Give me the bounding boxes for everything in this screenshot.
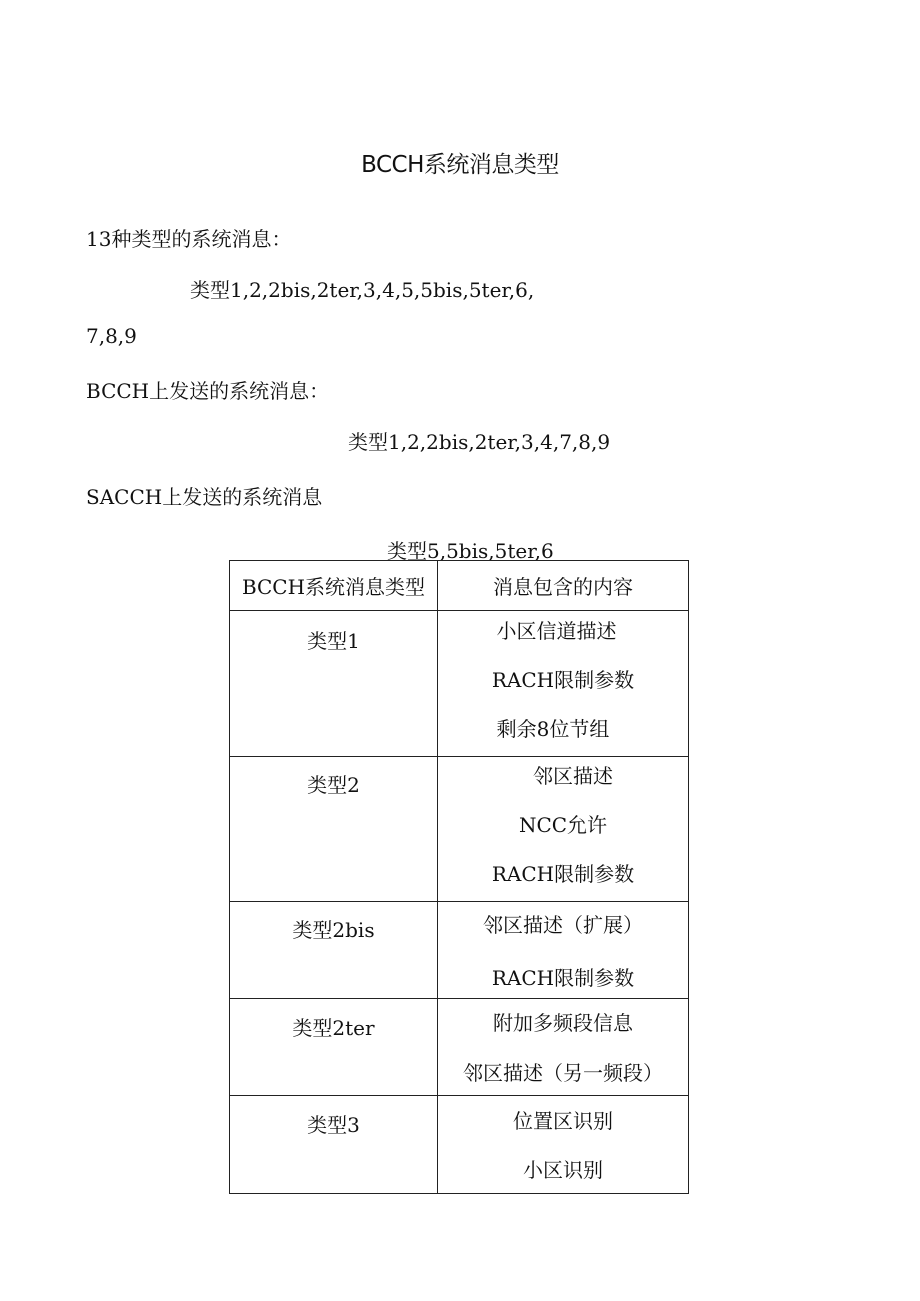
sacch-heading: SACCH上发送的系统消息: [86, 485, 323, 509]
row-type: 类型1: [230, 611, 438, 757]
content-line: 位置区识别: [513, 1109, 613, 1133]
content-line: NCC允许: [518, 813, 608, 837]
header-type: BCCH系统消息类型: [230, 561, 438, 611]
page-title: BCCH系统消息类型: [361, 152, 559, 178]
row-contents: [438, 999, 689, 1096]
content-line: RACH限制参数: [491, 668, 635, 692]
table-row: [230, 902, 689, 999]
content-line: 邻区描述（另一频段）: [463, 1061, 663, 1085]
system-message-table: [229, 560, 689, 1194]
table-row: [230, 1096, 689, 1194]
types-all-line1: 类型1,2,2bis,2ter,3,4,5,5bis,5ter,6,: [190, 278, 535, 302]
row-contents: [438, 902, 689, 999]
table-row: [230, 999, 689, 1096]
content-line: 小区信道描述: [496, 619, 617, 643]
header-contents: 消息包含的内容: [438, 561, 689, 611]
row-contents: [438, 611, 689, 757]
content-line: 邻区描述: [533, 764, 613, 788]
content-line: 小区识别: [523, 1158, 603, 1182]
row-type: 类型2: [230, 757, 438, 902]
table-row: [230, 757, 689, 902]
row-type: 类型3: [230, 1096, 438, 1194]
content-line: 邻区描述（扩展）: [483, 913, 643, 937]
content-line: RACH限制参数: [491, 862, 635, 886]
intro-text: 13种类型的系统消息：: [86, 227, 292, 251]
content-line: 剩余8位节组: [496, 717, 610, 741]
table-header-row: [230, 561, 689, 611]
bcch-heading: BCCH上发送的系统消息：: [86, 379, 330, 403]
types-all-line2: 7,8,9: [86, 324, 137, 348]
bcch-types: 类型1,2,2bis,2ter,3,4,7,8,9: [348, 430, 611, 454]
sacch-types: 类型5,5bis,5ter,6: [387, 539, 554, 563]
row-type: 类型2bis: [230, 902, 438, 999]
row-type: 类型2ter: [230, 999, 438, 1096]
table-row: [230, 611, 689, 757]
row-contents: [438, 1096, 689, 1194]
row-contents: [438, 757, 689, 902]
content-line: RACH限制参数: [491, 966, 635, 990]
content-line: 附加多频段信息: [493, 1011, 633, 1035]
